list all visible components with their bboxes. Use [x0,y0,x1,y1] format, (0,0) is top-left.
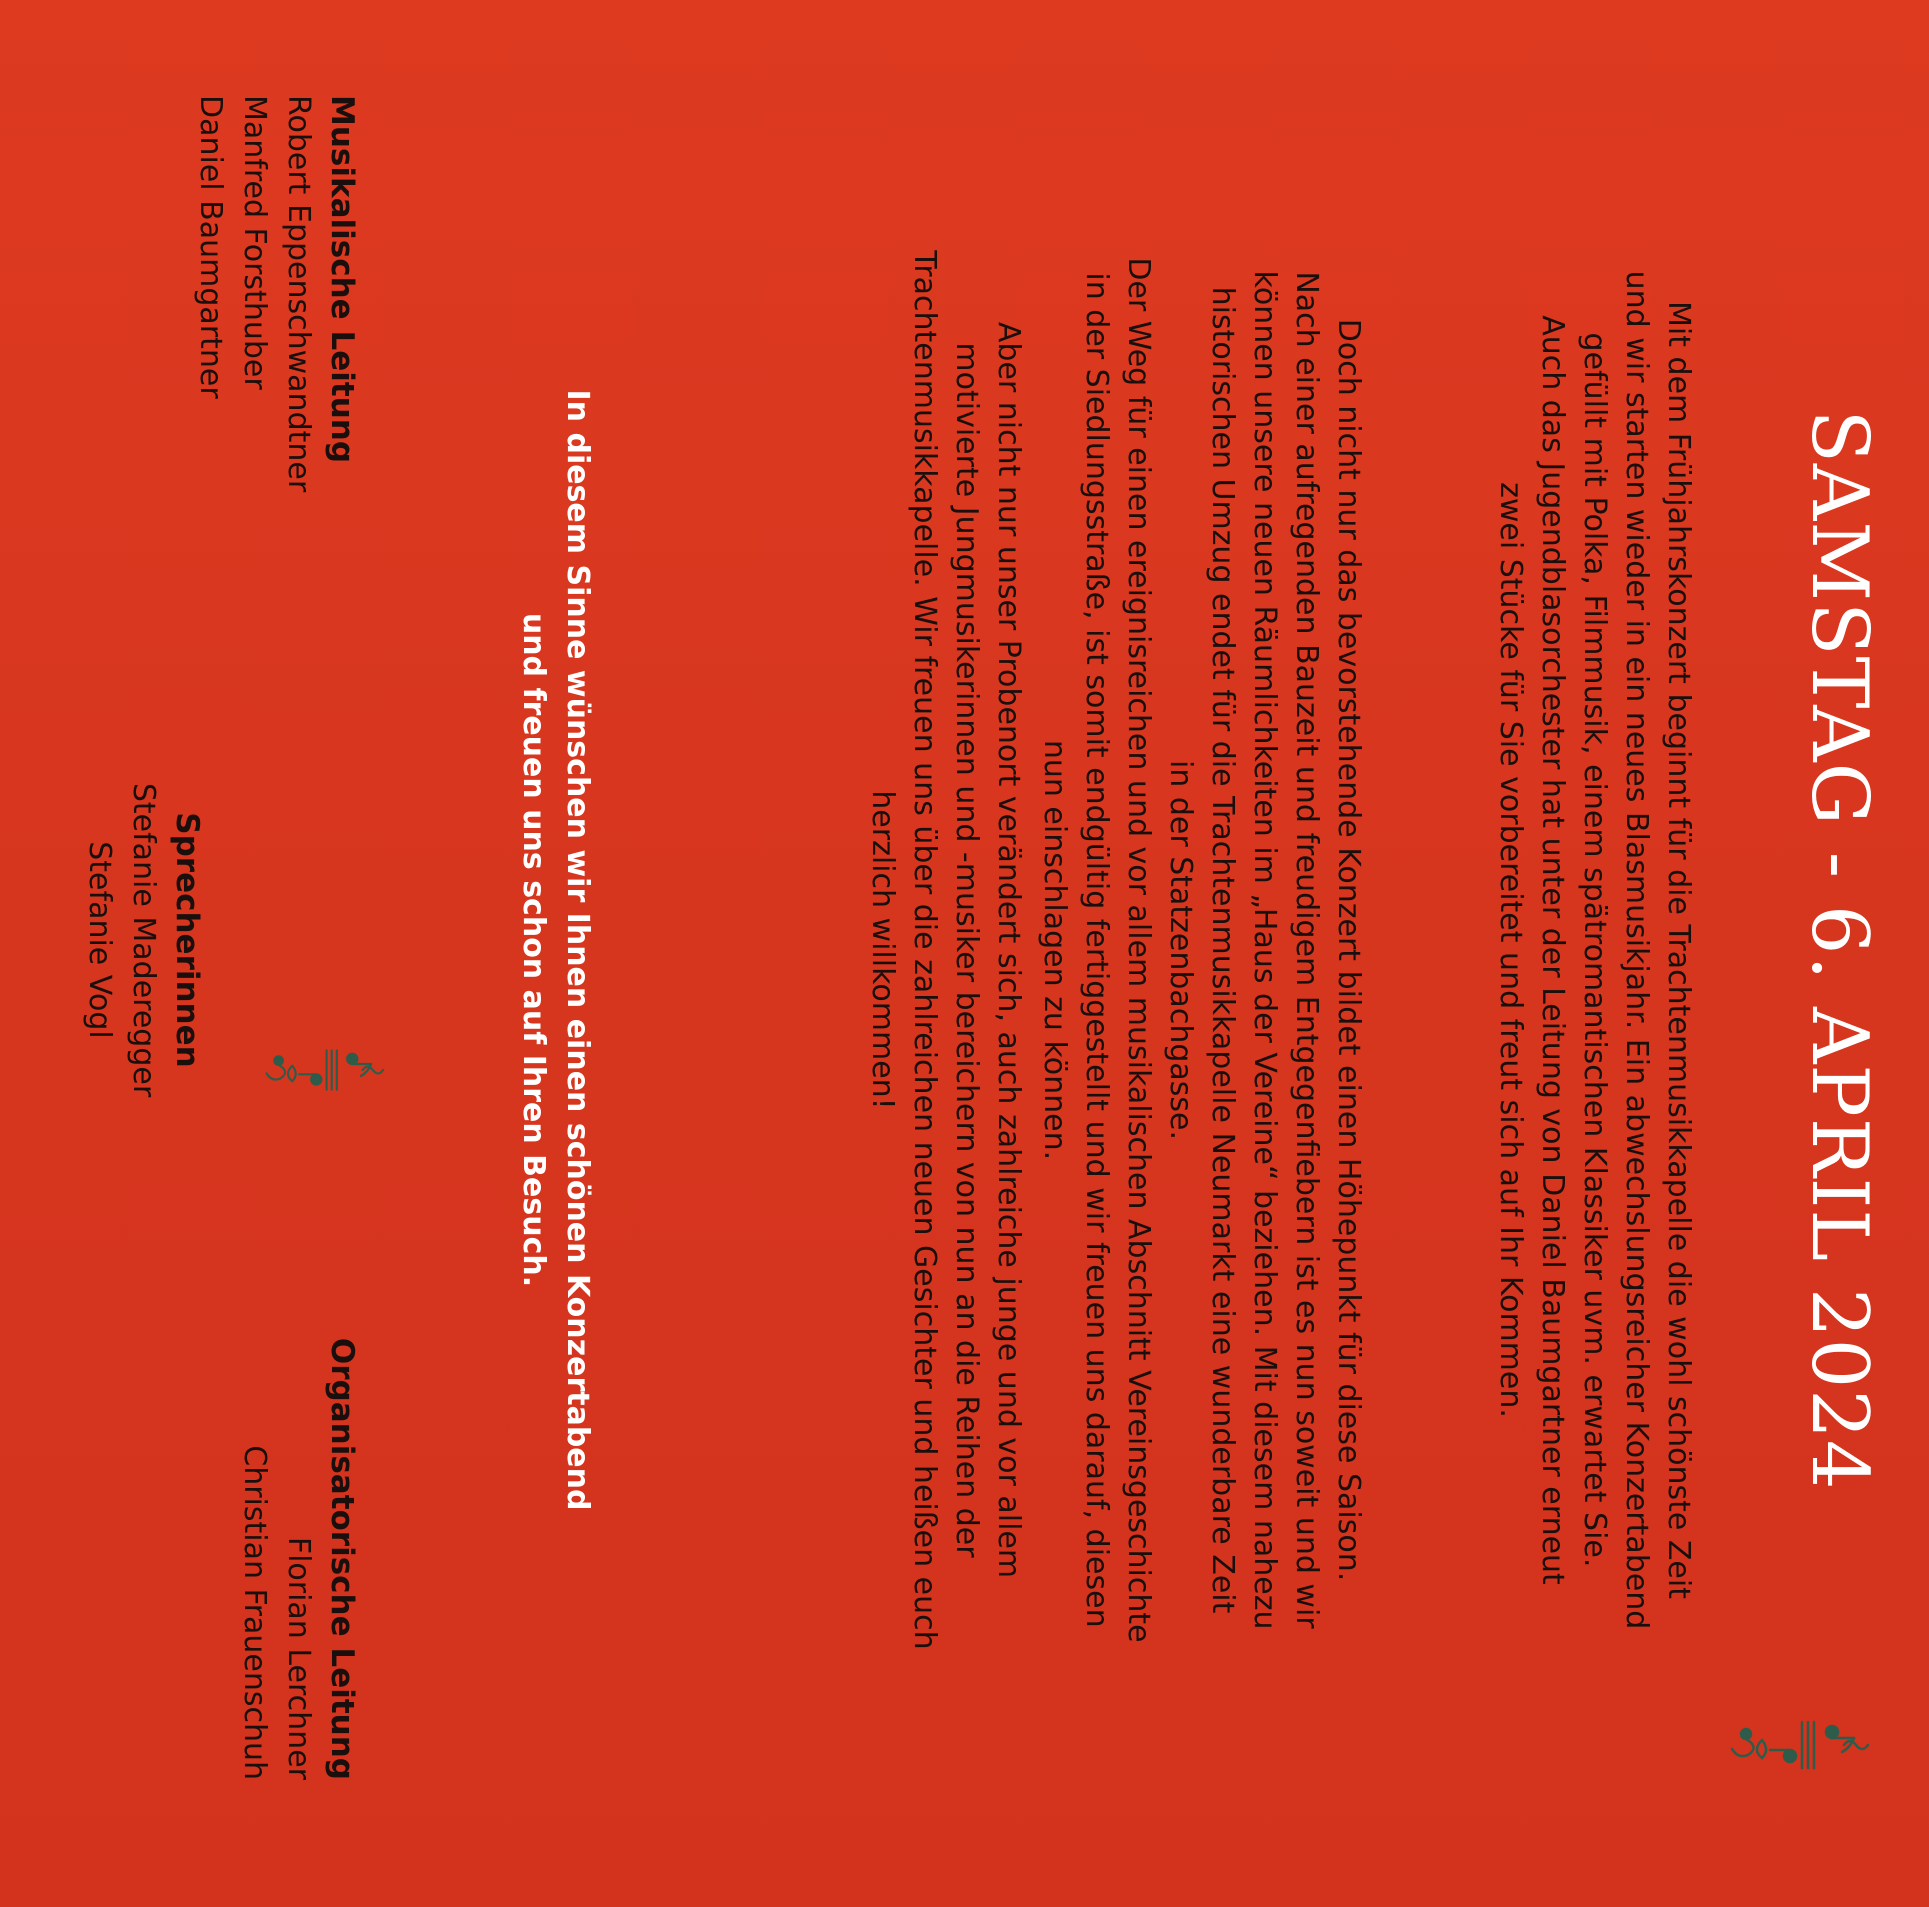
intro-line: zwei Stücke für Sie vorbereitet und freut sich auf Ihr Kommen. [1493,482,1528,1418]
credits-name: Robert Eppenschwandtner [281,95,316,493]
members-paragraph [861,140,1029,1760]
credits-heading: Musikalische Leitung [324,95,360,464]
intro-line: Auch das Jugendblasorchester hat unter der Leitung von Daniel Baumgartner erneut [1535,315,1570,1585]
intro-paragraph [1489,140,1699,1760]
members-line: motivierte Jungmusikerinnen und -musiker bereichern von nun an die Reihen der [949,342,984,1558]
credits-name: Manfred Forsthuber [237,95,272,390]
credits-name: Florian Lerchner [281,1536,316,1780]
intro-line: Mit dem Frühjahrskonzert beginnt für die Trachtenmusikkapelle die wohl schönste Zeit [1661,301,1696,1599]
credits-organisation [232,1240,364,1780]
credits-music [188,95,364,615]
intro-line: und wir starten wieder in ein neues Blasmusikjahr. Ein abwechslungsreicher Konzertabend [1619,270,1654,1630]
closing-message [511,140,599,1760]
page-title: SAMSTAG - 6. APRIL 2024 [1794,409,1884,1491]
music-notes-ornament-icon [1724,1710,1874,1780]
venue-line: Der Weg für einen ereignisreichen und vor allem musikalischen Abschnitt Vereinsgeschichte [1121,257,1156,1643]
music-notes-ornament-icon [259,1040,389,1100]
venue-line: nun einschlagen zu können. [1037,739,1072,1161]
members-line: Aber nicht nur unser Probenort verändert sich, auch zahlreiche junge und vor allem [991,321,1026,1579]
credits-name: Stefanie Maderegger [126,782,161,1098]
credits-speakers [77,720,209,1160]
venue-line: in der Siedlungsstraße, ist somit endgültig fertiggestellt und wir freuen uns darauf, diesen [1079,272,1114,1628]
credits-name: Christian Frauenschuh [237,1445,272,1780]
credits-heading: Organisatorische Leitung [324,1337,360,1780]
venue-paragraph [1033,140,1369,1760]
venue-line: in der Statzenbachgasse. [1163,759,1198,1141]
credits-name: Daniel Baumgartner [193,95,228,399]
closing-line: und freuen uns schon auf Ihren Besuch. [516,612,551,1288]
venue-line: Doch nicht nur das bevorstehende Konzert bildet einen Höhepunkt für diese Saison. [1331,318,1366,1582]
venue-line: historischen Umzug endet für die Trachtenmusikkapelle Neumarkt eine wunderbare Zeit [1205,286,1240,1614]
venue-line: können unsere neuen Räumlichkeiten im „Haus der Vereine“ beziehen. Mit diesem nahezu [1247,270,1282,1630]
credits-heading: Sprecherinnen [169,812,205,1068]
members-line: Trachtenmusikkapelle. Wir freuen uns über die zahlreichen neuen Gesichter und heißen euch [907,250,942,1650]
closing-line: In diesem Sinne wünschen wir Ihnen einen schönen Konzertabend [560,389,595,1511]
intro-line: gefüllt mit Polka, Filmmusik, einem spätromantischen Klassiker uvm. erwartet Sie. [1577,332,1612,1568]
credits-name: Stefanie Vogl [82,841,117,1039]
venue-line: Nach einer aufregenden Bauzeit und freudigem Entgegenfiebern ist es nun soweit und wir [1289,271,1324,1629]
members-line: herzlich willkommen! [865,790,900,1110]
